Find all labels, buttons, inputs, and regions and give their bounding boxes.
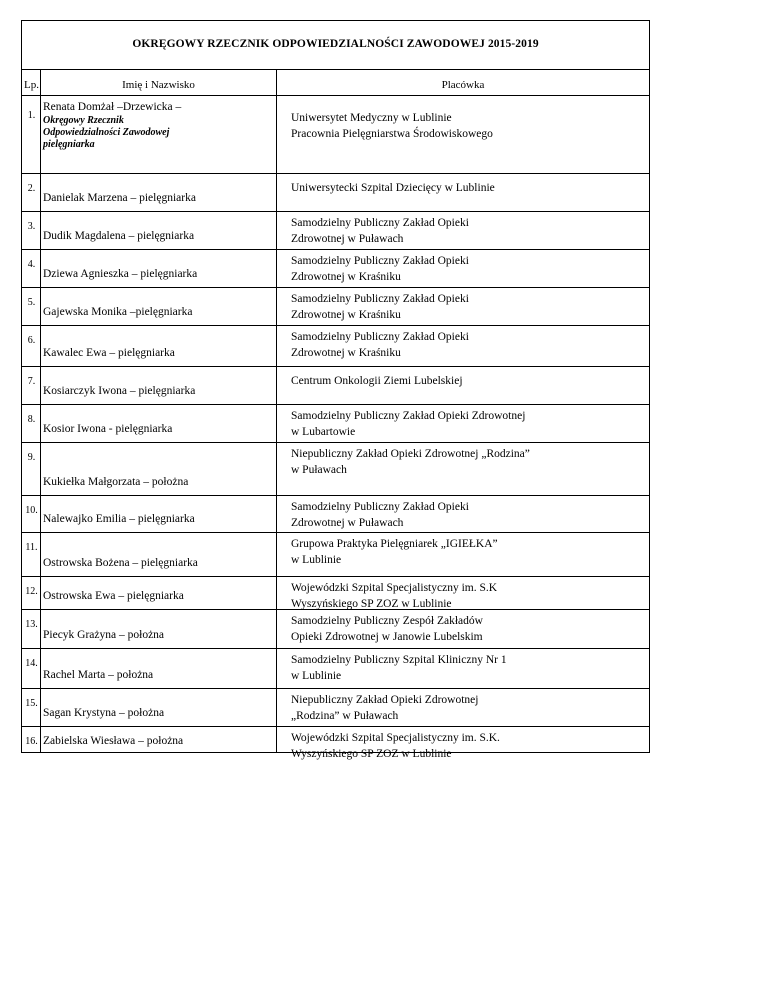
table-frame xyxy=(21,20,650,760)
person-role: Odpowiedzialności Zawodowej xyxy=(43,127,170,138)
row-number: 2. xyxy=(27,183,36,194)
header-name: Imię i Nazwisko xyxy=(122,79,195,91)
person-name: Kawalec Ewa – pielęgniarka xyxy=(43,347,175,359)
row-number: 3. xyxy=(27,221,36,232)
workplace-line: w Lublinie xyxy=(291,670,342,682)
row-divider xyxy=(22,576,649,577)
table-row xyxy=(22,609,649,648)
table-row xyxy=(22,325,649,366)
header-lp: Lp. xyxy=(24,79,39,91)
workplace-line: Zdrowotnej w Puławach xyxy=(291,517,404,529)
workplace-line: „Rodzina” w Puławach xyxy=(291,710,399,722)
row-divider xyxy=(22,609,649,610)
person-name: Renata Domżał –Drzewicka – xyxy=(43,101,182,113)
workplace-line: Centrum Onkologii Ziemi Lubelskiej xyxy=(291,375,463,387)
person-name: Ostrowska Ewa – pielęgniarka xyxy=(43,590,184,602)
workplace-line: Samodzielny Publiczny Zakład Opieki Zdrowotnej xyxy=(291,410,526,422)
person-name: Sagan Krystyna – położna xyxy=(43,707,165,719)
row-divider xyxy=(22,173,649,174)
row-divider xyxy=(22,249,649,250)
workplace-line: Wojewódzki Szpital Specjalistyczny im. S.K xyxy=(291,582,498,594)
workplace-line: w Puławach xyxy=(291,464,347,476)
table-row xyxy=(22,648,649,688)
person-name: Ostrowska Bożena – pielęgniarka xyxy=(43,557,198,569)
person-name: Rachel Marta – położna xyxy=(43,669,154,681)
row-number: 1. xyxy=(27,110,36,121)
table-row xyxy=(22,287,649,325)
row-divider xyxy=(22,688,649,689)
row-number: 8. xyxy=(27,414,36,425)
person-name: Dziewa Agnieszka – pielęgniarka xyxy=(43,268,198,280)
header-place: Placówka xyxy=(441,79,485,91)
row-number: 6. xyxy=(27,335,36,346)
person-name: Danielak Marzena – pielęgniarka xyxy=(43,192,196,204)
person-role: pielęgniarka xyxy=(43,139,95,150)
workplace-line: Pracownia Pielęgniarstwa Środowiskowego xyxy=(291,128,493,140)
row-number: 7. xyxy=(27,376,36,387)
person-name: Piecyk Grażyna – położna xyxy=(43,629,165,641)
row-divider xyxy=(22,287,649,288)
workplace-line: Samodzielny Publiczny Zakład Opieki xyxy=(291,255,469,267)
workplace-line: Samodzielny Publiczny Zakład Opieki xyxy=(291,331,469,343)
table-row xyxy=(22,495,649,532)
row-divider xyxy=(22,95,649,96)
workplace-line: Zdrowotnej w Kraśniku xyxy=(291,309,401,321)
table-row xyxy=(22,442,649,495)
row-number: 10. xyxy=(25,505,38,516)
row-divider xyxy=(22,495,649,496)
row-divider xyxy=(22,404,649,405)
row-divider xyxy=(22,648,649,649)
table-row xyxy=(22,211,649,249)
workplace-line: Samodzielny Publiczny Zakład Opieki xyxy=(291,501,469,513)
workplace-line: w Lubartowie xyxy=(291,426,356,438)
person-name: Kukiełka Małgorzata – położna xyxy=(43,476,189,488)
workplace-line: Grupowa Praktyka Pielęgniarek „IGIEŁKA” xyxy=(291,538,498,550)
workplace-line: Zdrowotnej w Puławach xyxy=(291,233,404,245)
person-name: Dudik Magdalena – pielęgniarka xyxy=(43,230,195,242)
table-row xyxy=(22,173,649,211)
workplace-line: Niepubliczny Zakład Opieki Zdrowotnej xyxy=(291,694,479,706)
person-name: Nalewajko Emilia – pielęgniarka xyxy=(43,513,195,525)
workplace-line: Samodzielny Publiczny Zakład Opieki xyxy=(291,293,469,305)
person-name: Kosior Iwona - pielęgniarka xyxy=(43,423,173,435)
workplace-line: Uniwersytecki Szpital Dziecięcy w Lublinie xyxy=(291,182,495,194)
row-divider xyxy=(22,726,649,727)
table-row xyxy=(22,404,649,442)
row-number: 13. xyxy=(25,619,38,630)
row-number: 5. xyxy=(27,297,36,308)
table-row xyxy=(22,249,649,287)
workplace-line: Uniwersytet Medyczny w Lublinie xyxy=(291,112,452,124)
row-divider xyxy=(22,366,649,367)
workplace-line: Opieki Zdrowotnej w Janowie Lubelskim xyxy=(291,631,483,643)
workplace-line: Samodzielny Publiczny Szpital Kliniczny Nr 1 xyxy=(291,654,507,666)
person-name: Kosiarczyk Iwona – pielęgniarka xyxy=(43,385,196,397)
workplace-line: Zdrowotnej w Kraśniku xyxy=(291,271,401,283)
table-row xyxy=(22,366,649,404)
row-divider xyxy=(22,325,649,326)
row-number: 14. xyxy=(25,658,38,669)
row-divider xyxy=(22,211,649,212)
workplace-line: Wojewódzki Szpital Specjalistyczny im. S.K. xyxy=(291,732,500,744)
title-divider xyxy=(22,69,649,70)
row-number: 9. xyxy=(27,452,36,463)
row-divider xyxy=(22,442,649,443)
row-divider xyxy=(22,532,649,533)
person-name: Gajewska Monika –pielęgniarka xyxy=(43,306,193,318)
row-number: 4. xyxy=(27,259,36,270)
row-number: 11. xyxy=(25,542,38,553)
row-number: 15. xyxy=(25,698,38,709)
table-row xyxy=(22,726,649,760)
workplace-line: Samodzielny Publiczny Zespół Zakładów xyxy=(291,615,483,627)
table-row xyxy=(22,95,649,173)
workplace-line: Niepubliczny Zakład Opieki Zdrowotnej „Rodzina” xyxy=(291,448,530,460)
person-role: Okręgowy Rzecznik xyxy=(43,115,124,126)
workplace-line: Samodzielny Publiczny Zakład Opieki xyxy=(291,217,469,229)
table-row xyxy=(22,688,649,726)
row-number: 12. xyxy=(25,586,38,597)
row-number: 16. xyxy=(25,736,38,747)
workplace-line: Wyszyńskiego SP ZOZ w Lublinie xyxy=(291,748,452,760)
workplace-line: Zdrowotnej w Kraśniku xyxy=(291,347,401,359)
person-name: Zabielska Wiesława – położna xyxy=(43,735,184,747)
table-row xyxy=(22,576,649,609)
workplace-line: Wyszyńskiego SP ZOZ w Lublinie xyxy=(291,598,452,610)
document-title: OKRĘGOWY RZECZNIK ODPOWIEDZIALNOŚCI ZAWODOWEJ 2015-2019 xyxy=(132,38,539,50)
table-row xyxy=(22,532,649,576)
workplace-line: w Lublinie xyxy=(291,554,342,566)
